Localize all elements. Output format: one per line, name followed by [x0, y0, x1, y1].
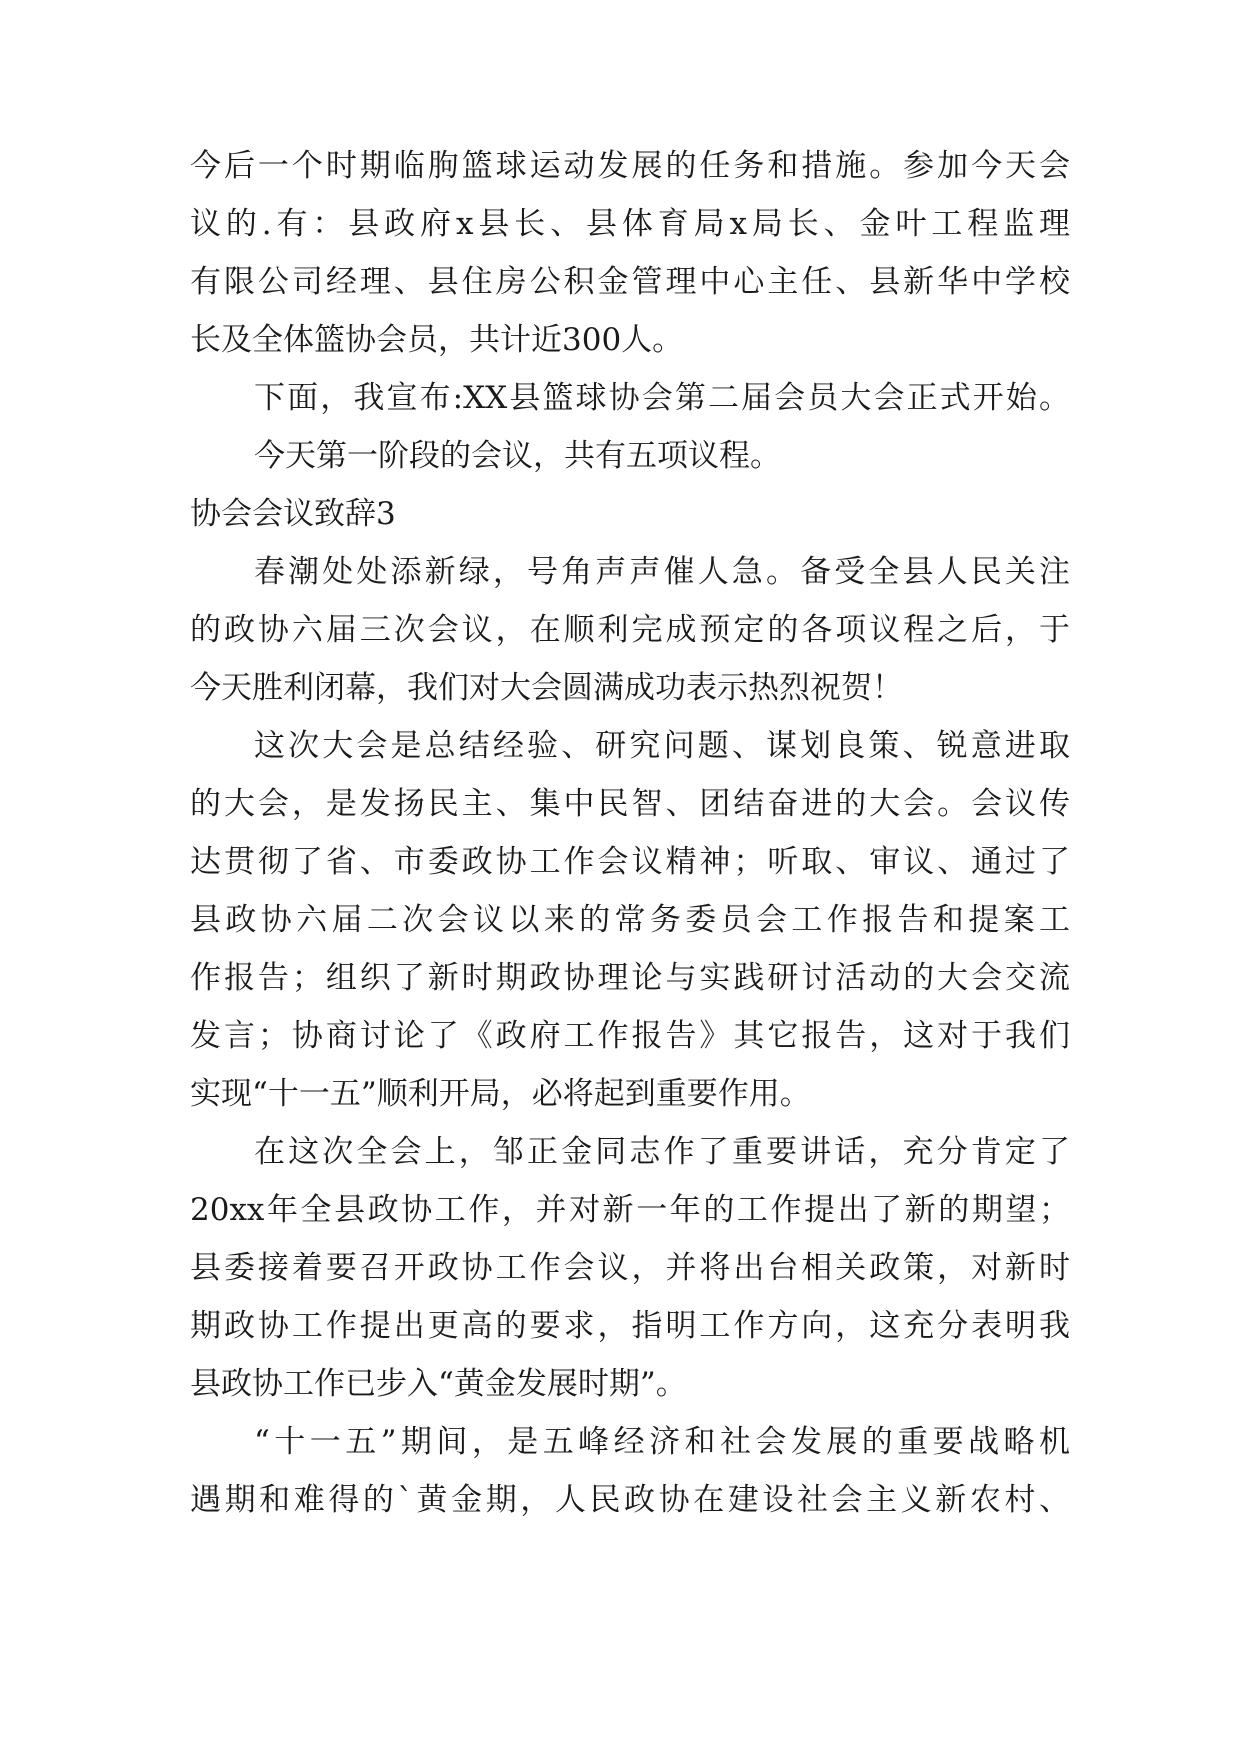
text-line: 这次大会是总结经验、研究问题、谋划良策、锐意进取	[254, 728, 1070, 764]
text-line: 县政协六届二次会议以来的常务委员会工作报告和提案工	[190, 902, 1070, 938]
text-line: 20xx年全县政协工作，并对新一年的工作提出了新的期望；	[190, 1192, 1070, 1228]
text-line: 春潮处处添新绿，号角声声催人急。备受全县人民关注	[254, 554, 1070, 590]
text-line: 在这次全会上，邹正金同志作了重要讲话，充分肯定了	[254, 1134, 1070, 1170]
text-line: 达贯彻了省、市委政协工作会议精神；听取、审议、通过了	[190, 844, 1070, 880]
text-line: 期政协工作提出更高的要求，指明工作方向，这充分表明我	[190, 1308, 1070, 1344]
text-line: 县委接着要召开政协工作会议，并将出台相关政策，对新时	[190, 1250, 1070, 1286]
text-line: 下面，我宣布:XX县篮球协会第二届会员大会正式开始。	[254, 380, 1070, 416]
text-line: 长及全体篮协会员，共计近300人。	[190, 322, 684, 358]
text-line: 作报告；组织了新时期政协理论与实践研讨活动的大会交流	[190, 960, 1070, 996]
text-line: 县政协工作已步入“黄金发展时期”。	[190, 1366, 687, 1402]
text-line: 有限公司经理、县住房公积金管理中心主任、县新华中学校	[190, 264, 1070, 300]
text-line: “十一五”期间，是五峰经济和社会发展的重要战略机	[254, 1424, 1070, 1460]
text-line: 今后一个时期临朐篮球运动发展的任务和措施。参加今天会	[190, 148, 1070, 184]
section-heading: 协会会议致辞3	[190, 496, 396, 532]
text-line: 发言；协商讨论了《政府工作报告》其它报告，这对于我们	[190, 1018, 1070, 1054]
text-line: 遇期和难得的`黄金期，人民政协在建设社会主义新农村、	[190, 1482, 1070, 1518]
text-line: 实现“十一五”顺利开局，必将起到重要作用。	[190, 1076, 811, 1112]
text-line: 今天第一阶段的会议，共有五项议程。	[254, 438, 781, 474]
text-line: 今天胜利闭幕，我们对大会圆满成功表示热烈祝贺！	[190, 670, 903, 706]
text-line: 的政协六届三次会议，在顺利完成预定的各项议程之后，于	[190, 612, 1070, 648]
text-line: 议的.有：县政府x县长、县体育局x局长、金叶工程监理	[190, 206, 1070, 242]
text-line: 的大会，是发扬民主、集中民智、团结奋进的大会。会议传	[190, 786, 1070, 822]
